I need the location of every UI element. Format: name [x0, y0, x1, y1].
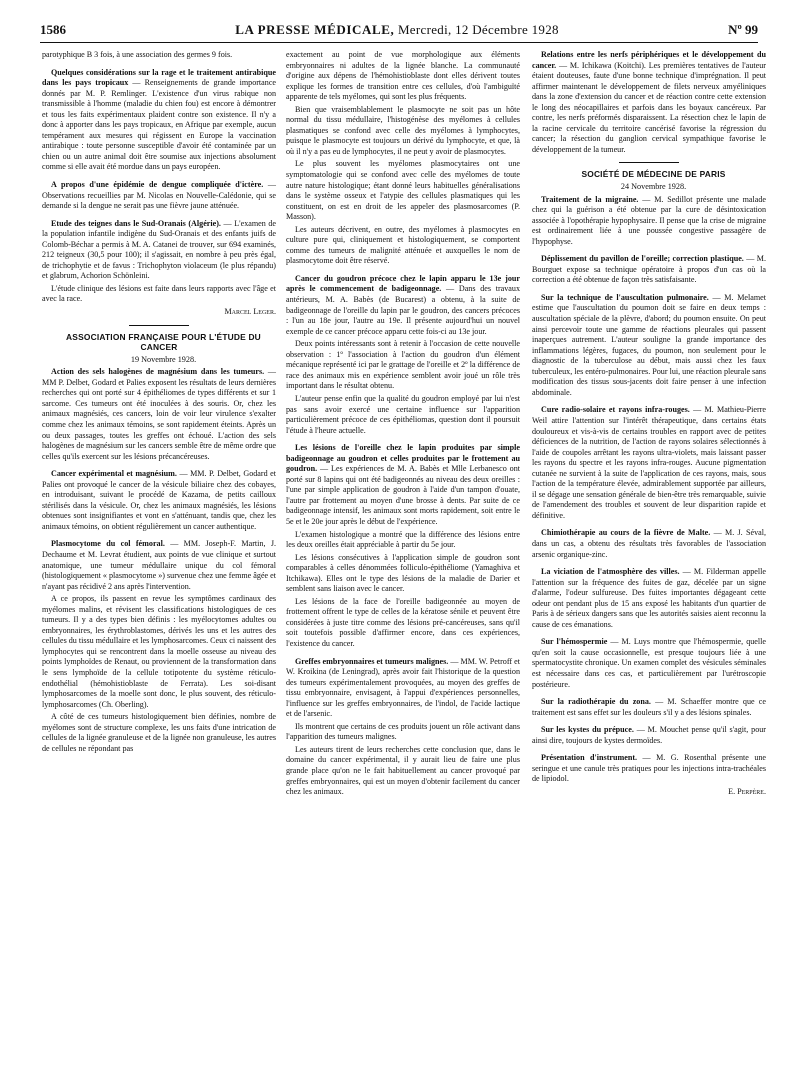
- publication-name: LA PRESSE MÉDICALE,: [235, 22, 395, 37]
- page-header: [40, 22, 758, 40]
- article-body: — Les expériences de M. A. Babès et Mlle Lerbanesco ont porté sur 8 lapins qui ont été badigeonnés au niveau des deux oreilles : l'une par simple application de goudron à l'aide d'un tampon d'ouate, l'autre par frottement au moyen d'une brosse à dents. Par suite de ce badigeonnage intensif, les animaux sont morts rapidement, soit entre le 5e et le 20e jour après le début de l'expérience.: [286, 464, 520, 526]
- article-body: — Dans des travaux antérieurs, M. A. Babès (de Bucarest) a obtenu, à la suite de badigeonnage de l'oreille du lapin par le goudron, des cancers précoces : l'un au 18e jour, l'autre au 19e. Il présente aujourd'hui un nouvel exemple de ce cancer précoce apparu cette fois-ci au 13e jour.: [286, 284, 520, 336]
- article-title: Greffes embryonnaires et tumeurs malignes.: [295, 656, 449, 666]
- paragraph: Les lésions consécutives à l'application simple de goudron sont comparables à celles dénommées folliculo-épithéliome (Yamaghiva et Itchikawa). Elles ont le type des lésions de la maladie de Darier et semblent sans liaison avec le cancer.: [286, 552, 520, 594]
- paragraph: A côté de ces tumeurs histologiquement bien définies, nombre de myélomes sont de structure complexe, les uns faits d'une intrication de cellules de la lignée granuleuse et de la lignée non granuleuse, les autres de cellules ne répondant pas: [42, 712, 276, 753]
- article-migraine: [532, 195, 766, 248]
- signature: Marcel Leger.: [224, 307, 276, 317]
- article-body: — M. Sedillot présente une malade chez qui la guérison a été obtenue par la cure de désintoxication associée à l'opothérapie hypophysaire. Il pense que la crise de migraine est ordinairement liée à une poussée congestive passagère de l'hypophyse.: [532, 194, 766, 246]
- paragraph: Les lésions de la face de l'oreille badigeonnée au moyen de frottement offrent le type de celles de la kératose sénile et peuvent être considérées à juste titre comme des lésions pré-cancéreuses, sans qu'il soit toutefois possible d'affirmer encore, dans ces expériences, l'existence du cancer.: [286, 596, 520, 648]
- section-date: 24 Novembre 1928.: [620, 182, 687, 192]
- paragraph: L'étude clinique des lésions est faite dans leurs rapports avec l'âge et avec la race.: [42, 283, 276, 304]
- column-3: [532, 50, 766, 799]
- article-title: Traitement de la migraine.: [541, 194, 639, 204]
- article-body: Renseignements de grande importance donnés par M. P. Remlinger. L'existence d'un virus rabique non transmissible à l'homme (maladie du chien fou) est encore à démontrer et tous les faits expérimentaux plaident contre son existence. Il n'y a donc à apporter dans les pays tropicaux, en Afrique par exemple, aucun tempérament aux mesures qui régissent en Europe la vaccination antirabique : toute personne susceptible d'avoir été contaminée par un chien ou un autre animal doit être soumise aux injections absolument comme si elle avait été mordue dans un pays européen.: [42, 78, 277, 172]
- article-viciation: [532, 567, 766, 630]
- paragraph: A ce propos, ils passent en revue les symptômes cardinaux des myélomes malins, et révisent les classifications histologiques de ces tumeurs. Il y a des types bien définis : les myélocytomes adultes ou embryonnaires, les érythroblastomes, dérivés les uns et les autres des cellules du tissu médullaire et les lymphosarcomes. Ceux ci naissent des lymphocytes qui se rencontrent dans la moelle osseuse au niveau des points lymphoïdes de Renaut, ou proviennent de la transformation dans le sens lymphoïde de la cellule totipotente du système réticulo-endothélial (hémohistioblaste de Ferrata). Les soi-disant lymphosarcomes de la moelle sont donc, le plus souvent, des réticulo-lymphosarcomes (Ch. Oberling).: [42, 594, 276, 709]
- article-body: — M. Ichikawa (Koitchi). Les premières tentatives de l'auteur étaient douteuses, faute d'une bonne technique d'imprégnation. Il peut affirmer maintenant le développement de filets nerveux amyéliniques dans la zone d'extension du cancer et de réaction contre cette extension le long des néocapillaires et parfois dans les boyaux cancéreux. Par contre, les nerfs préformés disparaissent. La résection chez le lapin de la racine cervicale du territoire cancérisé favorise la régression du cancer; la résection du ganglion cervical sympathique favorise le développement de la tumeur.: [532, 60, 766, 154]
- signature: E. Perpère.: [728, 786, 766, 796]
- article-body: — M. Melamet estime que l'auscultation du poumon doit se faire en deux temps : auscultation spéciale de la plèvre, d'abord; du poumon ensuite. On peut ainsi percevoir toute une gamme de réactions pleurales qui passent inaperçues autrement. L'auteur souligne la grande importance des inflammations légères, fugaces, du poumon, non seulement pour le diagnostic de la tuberculose au début, mais aussi chez les faux tuberculeux, les entéro-pulmonaires. Pour lui, une réaction pleurale sans modification des tissus sous-jacents doit faire penser à une infection abdominale.: [532, 292, 766, 397]
- article-teignes: [42, 219, 276, 282]
- article-title: Plasmocytome du col fémoral.: [51, 539, 165, 549]
- article-body: — M. Filderman appelle l'attention sur la fréquence des fuites de gaz, décelée par un signe d'alarme, l'odeur sulfureuse. Des fuites importantes dégageant cette odeur ont pendant plus de 15 ans exposé les habitants d'un quartier de Paris à de sérieux dangers sans que les autorités saisies aient reconnu la cause de ces émanations.: [532, 567, 766, 629]
- section-title: SOCIÉTÉ DE MÉDECINE DE PARIS: [581, 169, 726, 180]
- article-kystes: [532, 725, 766, 746]
- article-hemospermie: [532, 637, 766, 690]
- article-body: — M. Luys montre que l'hémospermie, quelle qu'en soit la cause occasionnelle, est presque toujours liée à une spermatocystite chronique. Un examen complet des vésicules séminales est nécessaire dans ces cas, et particulièrement par l'urétroscopie postérieure.: [532, 637, 766, 689]
- article-body: — M. J. Séval, dans un cas, a obtenu des résultats très favorables de l'association arsenic organique-zinc.: [532, 528, 767, 559]
- article-body: — M. Schaeffer montre que ce traitement est sans effet sur les douleurs s'il y a des lésions spinales.: [532, 697, 766, 717]
- article-dengue: [42, 180, 276, 212]
- article-title: Action des sels halogènes de magnésium dans les tumeurs.: [51, 367, 265, 377]
- article-title: Cancer expérimental et magnésium.: [51, 469, 177, 479]
- article-halogenes: [42, 367, 276, 462]
- section-date: 19 Novembre 1928.: [130, 354, 197, 364]
- article-title: Déplissement du pavillon de l'oreille; correction plastique.: [541, 254, 744, 264]
- article-title: Sur la technique de l'auscultation pulmonaire.: [541, 292, 709, 302]
- article-title: La viciation de l'atmosphère des villes.: [541, 567, 680, 577]
- article-body: — MM P. Delbet, Godard et Palies exposent les résultats de leurs dernières recherches qui ont porté sur 4 épithéliomes de types différents et sur 1 sarcome. Ces tumeurs ont été inoculées à des souris. Or, chez les animaux magnésiés, ces cancers, loin de voir leur virulence s'exalter comme chez les animaux témoins, se sont rapidement éteints. Après un ou deux passages, toutes les greffes ont échoué. L'action des sels halogènes de magnésium sur les cancers semble être de même ordre que celles qu'ils exercent sur les lésions précancéreuses.: [42, 367, 276, 461]
- paragraph: parotyphique B 3 fois, à une association des germes 9 fois.: [42, 50, 233, 59]
- issue-date: Mercredi, 12 Décembre 1928: [397, 22, 559, 37]
- article-body: — Observations recueillies par M. Nicolas en Nouvelle-Calédonie, qui se demande si la dengue ne serait pas une fièvre jaune atténuée.: [42, 180, 276, 211]
- section-title: ASSOCIATION FRANÇAISE POUR L'ÉTUDE DU CANCER: [66, 331, 261, 353]
- article-body: — MM. W. Petroff et W. Kroikina (de Leningrad), après avoir fait l'historique de la question des tumeurs expérimentalement provoquées, au moyen des greffes de tissu embryonnaire, envisagent, à l'appui d'expériences personnelles, l'influence sur les greffes embryonnaires, de l'indol, de l'acide lactique et de l'arsenic.: [286, 656, 520, 719]
- article-body: — M. Mouchet pense qu'il s'agit, pour ainsi dire, toujours de kystes dermoïdes.: [532, 725, 766, 745]
- paragraph: exactement au point de vue morphologique aux éléments embryonnaires ni adultes de la lignée blanche. La communauté d'origine aux dépens de l'hémohistioblaste dont elles dérivent toutes explique les formes de transition entre ces cellules, d'où l'ambiguïté apparente de tels myélomes, qui sont les plus fréquents.: [286, 50, 520, 102]
- article-cure-radio-solaire: [532, 405, 766, 521]
- article-title: Cancer du goudron précoce chez le lapin apparu le 13e jour après le commencement de badigeonnage.: [286, 273, 520, 294]
- article-instrument: [532, 753, 766, 785]
- paragraph: Les auteurs décrivent, en outre, des myélomes à plasmocytes en culture pure qui, cliniquement et histologiquement, se comportent comme des tumeurs de malignité atténuée et auxquelles le nom de plasmocytome doit être réservé.: [286, 224, 520, 266]
- article-goudron: [286, 274, 520, 337]
- paragraph: L'examen histologique a montré que la différence des lésions entre les deux oreilles était appréciable à partir du 5e jour.: [286, 529, 520, 550]
- article-title: Quelques considérations sur la rage et le traitement antirabique dans les pays tropicaux: [42, 67, 276, 88]
- article-body: — M. Mathieu-Pierre Weil attire l'attention sur l'intérêt thérapeutique, dans certains états douloureux et vis-à-vis de certains troubles en rapport avec de petites déficiences de la nutrition, de l'action de rayons solaires sélectionnés à l'aide de coupoles arrêtant les rayons ultra-violets, mais laissant passer les rayons du spectre et les rayons infra-rouges. Aucune pigmentation cutanée ne survient à la suite de l'application de ces rayons, mais, sous l'action de la température élevée, admirablement supportée par ailleurs, il se dégage une sensation générale de bien-être très remarquable, suivie de l'amendement des troubles et souvent de leur disparition rapide et définitive.: [532, 405, 766, 520]
- article-body: — L'examen de la population infantile indigène du Sud-Oranais et des enfants juifs de Colomb-Béchar a permis à M. A. Catanei de trouver, sur 694 examinés, 212 teigneux (30,5 pour 100); il s'agissait, en nombre à peu près égal, de trichophytie et de favus : Trichophyton violaceum (le plus répandu) et glabrum, Achorion Schönleini.: [42, 218, 276, 281]
- article-body: — M. G. Rosenthal présente une seringue et une canule très pratiques pour les injections intra-trachéales de lipiodol.: [532, 753, 767, 784]
- header-rule: [40, 42, 758, 43]
- article-zona: [532, 697, 766, 718]
- article-title: Chimiothérapie au cours de la fièvre de Malte.: [541, 528, 711, 538]
- article-title: Les lésions de l'oreille chez le lapin produites par simple badigeonnage au goudron et celles produites par le frottement au goudron.: [286, 443, 520, 474]
- article-nerfs: [532, 50, 766, 155]
- article-title: Etude des teignes dans le Sud-Oranais (Algérie).: [51, 218, 221, 228]
- column-2: [286, 50, 520, 800]
- article-body: — MM. Joseph-F. Martin, J. Dechaume et M. Levrat étudient, aux points de vue clinique et surtout anatomique, une tumeur médullaire unique du col fémoral (histologiquement « plasmocytome ») survenue chez une femme âgée et n'ayant pas récidivé 2 ans après l'intervention.: [42, 539, 276, 591]
- section-divider: [619, 162, 679, 163]
- article-title: A propos d'une épidémie de dengue compliquée d'ictère.: [51, 180, 264, 190]
- article-title: Sur les kystes du prépuce.: [541, 725, 634, 735]
- article-title: Cure radio-solaire et rayons infra-rouges.: [541, 405, 690, 415]
- paragraph: Bien que vraisemblablement le plasmocyte ne soit pas un hôte normal du tissu médullaire, l'histogénèse des myélomes à cellules plasmatiques se confond avec celle des myélomes à lymphocytes, puisque le plasmocyte est toujours un dérivé du lymphocyte, et que, là où il n'y a pas eu de lymphocytes, il ne peut y avoir de plasmocytes.: [286, 104, 520, 156]
- article-title: Sur la radiothérapie du zona.: [541, 697, 651, 707]
- paragraph: Le plus souvent les myélomes plasmocytaires ont une symptomatologie qui se confond avec celle des myélomes de toute autre nature histologique; étant donné leurs habituelles généralisations dans le système osseux et l'atypie des cellules plasmatiques qui les constituent, on est en droit de les appeler des plasmosarcomes (P. Masson).: [286, 159, 520, 222]
- article-title: Présentation d'instrument.: [541, 753, 638, 763]
- article-cancer-experimental: [42, 469, 276, 532]
- article-greffes: [286, 657, 520, 720]
- masthead: [235, 22, 559, 38]
- article-title: Sur l'hémospermie: [541, 637, 608, 647]
- article-body: — M. Bourguet expose sa technique opératoire à propos d'un cas où la correction a été obtenue de façon très satisfaisante.: [532, 254, 766, 285]
- paragraph: Ils montrent que certains de ces produits jouent un rôle activant dans l'apparition des tumeurs malignes.: [286, 721, 520, 742]
- article-pavillon: [532, 254, 766, 286]
- column-1: [42, 50, 276, 756]
- article-body: — MM. P. Delbet, Godard et Palies ont provoqué le cancer de la vésicule biliaire chez des cobayes, en introduisant, suivant le procédé de Kazama, de petits cailloux stérilisés dans la vésicule. Or, chez les animaux magnésiés, les lésions obtenues sont insignifiantes et vont en s'atténuant, tandis que, chez les animaux témoins, on obtient régulièrement un cancer authentique.: [42, 469, 276, 531]
- paragraph: Deux points intéressants sont à retenir à l'occasion de cette nouvelle observation : 1º l'association à l'action du goudron d'un élément mécanique représenté ici par le grattage de l'oreille et 2º la différence de race des animaux mis en expérience semblent avoir joué un rôle très important dans le résultat obtenu.: [286, 339, 520, 391]
- article-title: Relations entre les nerfs périphériques et le développement du cancer.: [532, 50, 766, 70]
- section-divider: [129, 325, 189, 326]
- article-oreille: [286, 443, 520, 527]
- article-rage: Quelques considérations sur la rage et le traitement antirabique dans les pays tropicaux — Renseignements de grande importance donnés par M. P. Remlinger. L'existence d'un virus rabique non transmissible à l'homme (maladie du chien fou) est encore à démontrer et tous les faits expérimentaux plaident contre son existence. Il n'y a donc à apporter dans les pays tropicaux, en Afrique par exemple, aucun tempérament aux mesures qui régissent en Europe la vaccination antirabique : toute personne susceptible d'avoir été contaminée par un chien ou un autre animal doit être soumise aux injections absolument comme si elle avait été mordue dans un pays européen.: [42, 67, 277, 172]
- page-number: 1586: [40, 22, 66, 37]
- issue-number: Nº 99: [728, 22, 758, 37]
- paragraph: Les auteurs tirent de leurs recherches cette conclusion que, dans le domaine du cancer expérimental, il y aurait lieu de faire une plus grande place qu'on ne le fait habituellement au cancer provoqué par greffes embryonnaires, qui est un moyen d'obtenir facilement du cancer chez les animaux.: [286, 744, 520, 797]
- article-auscultation: [532, 293, 766, 398]
- article-chimiotherapie: [532, 528, 766, 560]
- article-plasmocytome: [42, 539, 276, 592]
- paragraph: L'auteur pense enfin que la qualité du goudron employé par lui n'est pas sans avoir exercé une certaine influence sur l'apparition particulièrement précoce de ces épithéliomas, question dont il poursuit l'étude à l'heure actuelle.: [286, 393, 520, 435]
